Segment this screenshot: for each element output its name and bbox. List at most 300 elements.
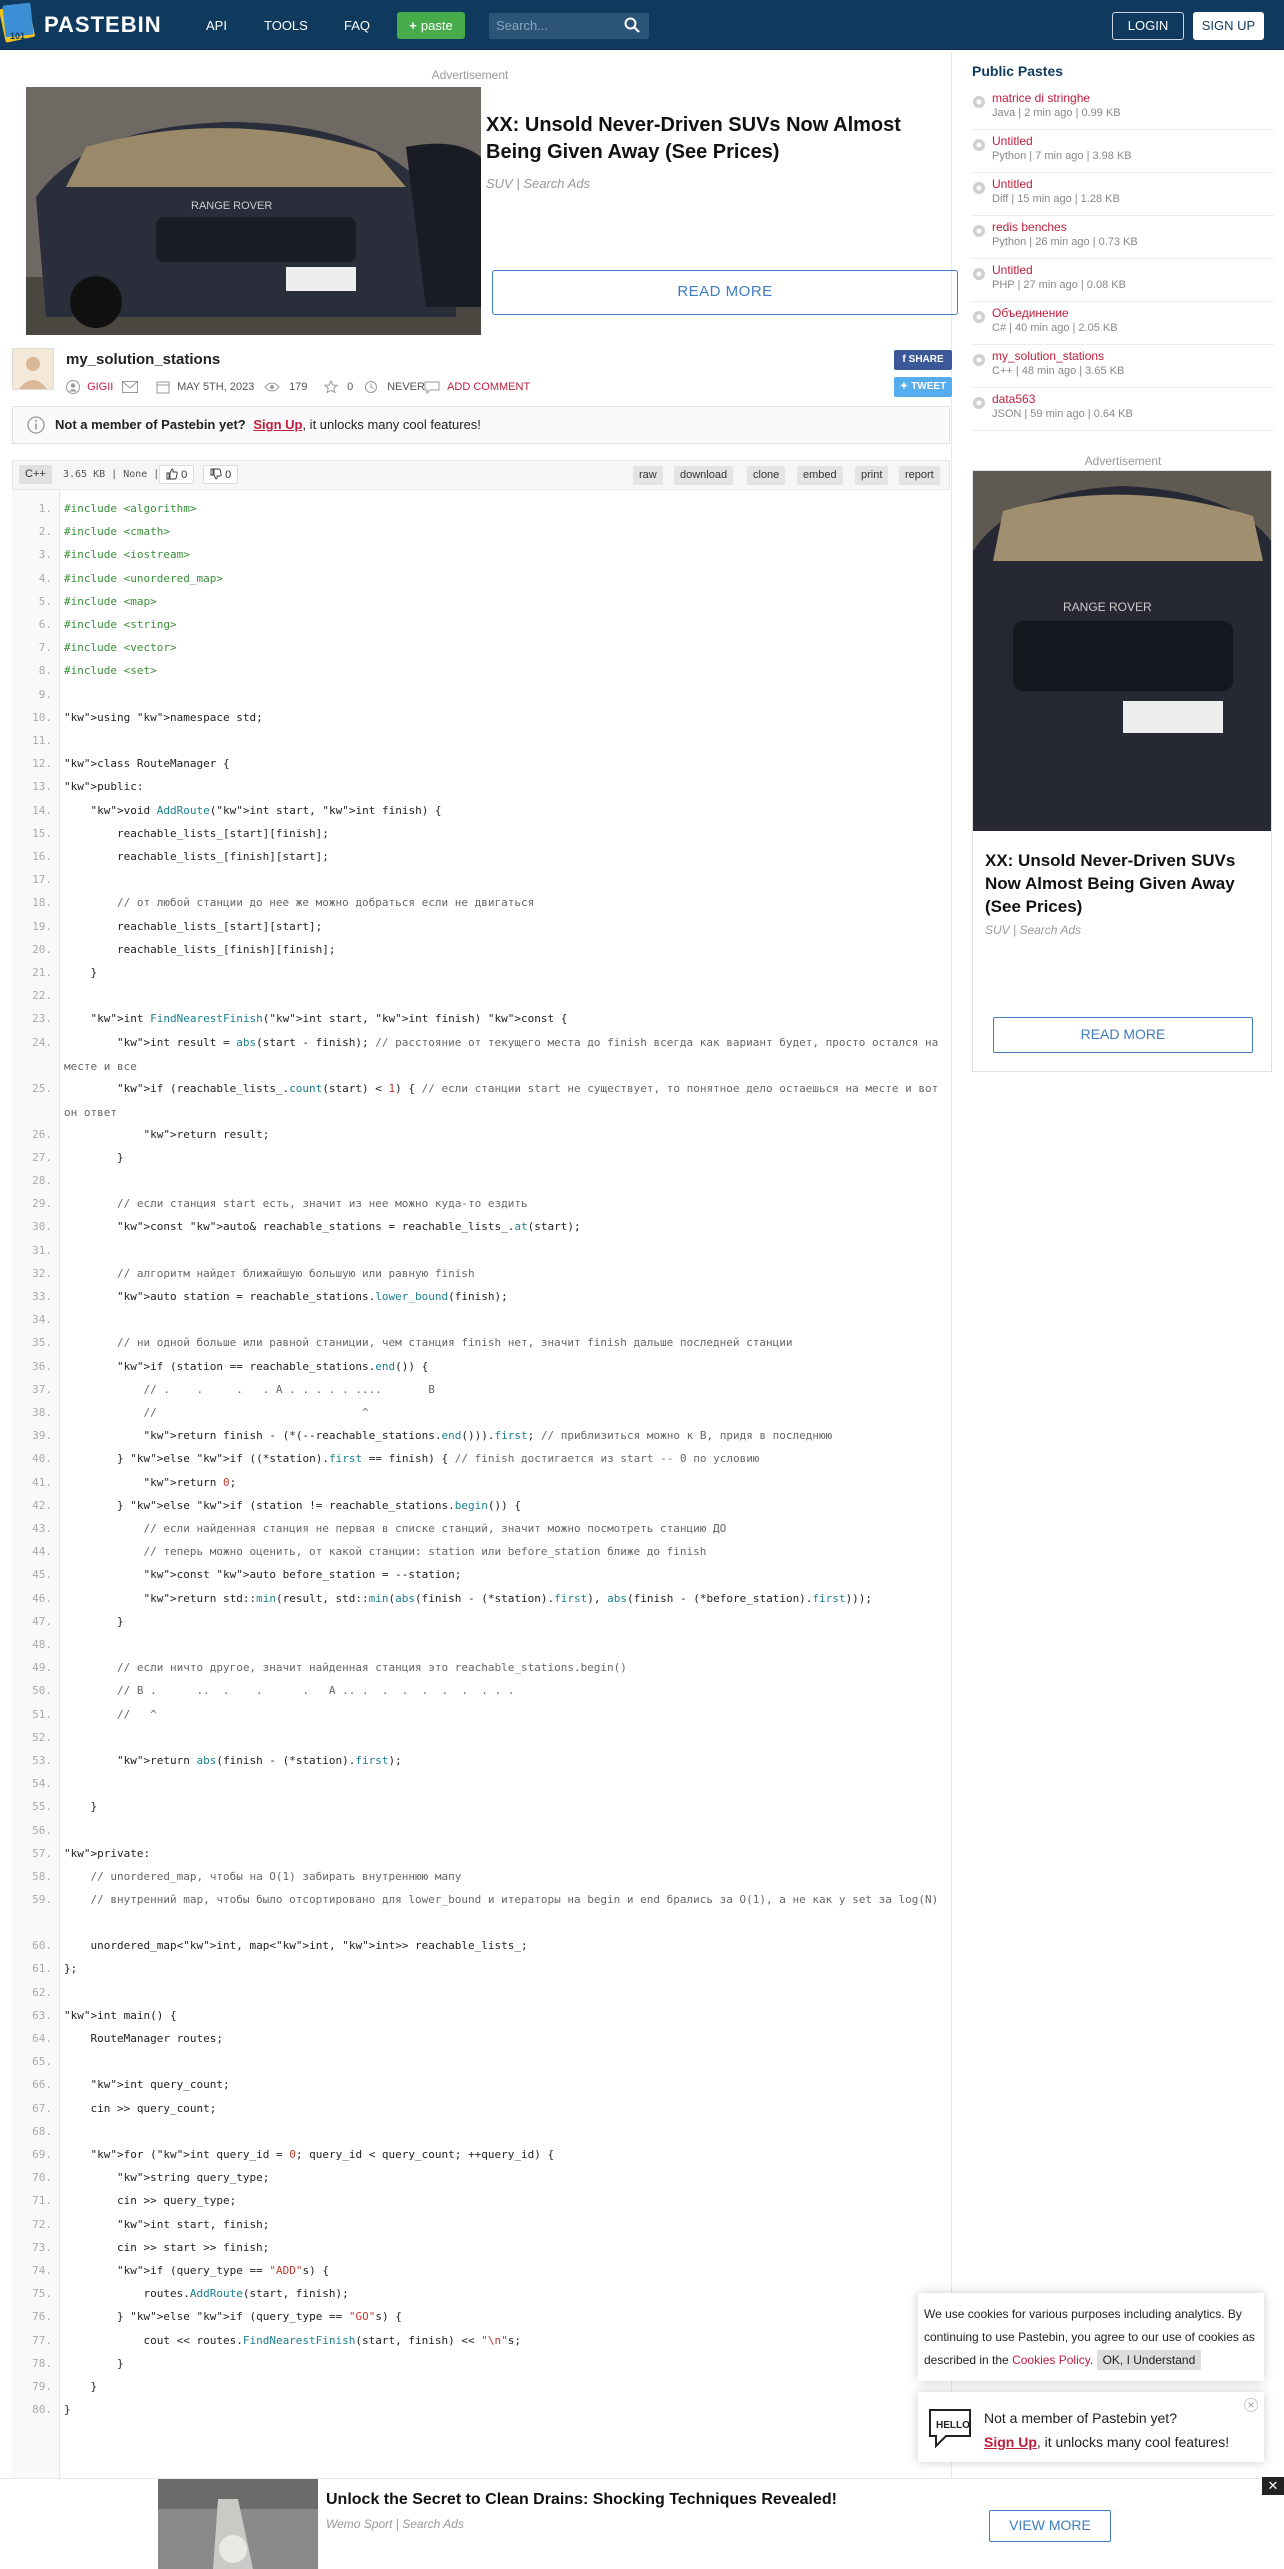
sidebar xyxy=(972,52,1274,1042)
views-meta xyxy=(264,379,307,395)
line-number: 52. xyxy=(32,1730,52,1744)
code-line xyxy=(12,1726,950,1749)
code-text: cin >> start >> finish; xyxy=(64,2240,270,2254)
line-number: 70. xyxy=(32,2171,52,2185)
twitter-tweet-button[interactable] xyxy=(894,377,952,397)
code-text: #include <cmath> xyxy=(64,525,170,539)
code-text: "kw">return std::min(result, std::min(abs(finish - (*station).first), abs(finish - (*before_station).first))); xyxy=(143,1591,873,1605)
code-line xyxy=(12,845,950,868)
line-number: 61. xyxy=(32,1962,52,1976)
plus-icon: + xyxy=(409,18,417,33)
public-paste-name[interactable]: Untitled xyxy=(992,134,1033,148)
bottom-ad-image[interactable] xyxy=(158,2479,318,2569)
line-number: 66. xyxy=(32,2078,52,2092)
code-text: #include <unordered_map> xyxy=(64,571,223,585)
code-line xyxy=(12,1957,950,1980)
expiry-value: NEVER xyxy=(387,381,425,393)
author-meta xyxy=(66,379,138,395)
line-number: 32. xyxy=(32,1266,52,1280)
line-number: 46. xyxy=(32,1591,52,1605)
code-line xyxy=(12,1355,950,1378)
line-number: 80. xyxy=(32,2403,52,2417)
line-number: 27. xyxy=(32,1150,52,1164)
line-number: 45. xyxy=(32,1568,52,1582)
line-number: 11. xyxy=(32,734,52,747)
report-button[interactable]: report xyxy=(899,466,940,485)
line-number: 2. xyxy=(38,525,52,539)
line-number: 57. xyxy=(32,1846,52,1860)
comment-icon xyxy=(424,381,440,394)
clone-button[interactable]: clone xyxy=(747,466,785,485)
code-text: "kw">return 0; xyxy=(143,1475,237,1489)
code-line xyxy=(12,1610,950,1633)
code-line xyxy=(12,1471,950,1494)
code-text: // ^ xyxy=(116,1707,157,1721)
line-number: 7. xyxy=(38,641,52,655)
code-text: reachable_lists_[start][start]; xyxy=(64,919,323,933)
line-number: 38. xyxy=(32,1406,52,1419)
code-line xyxy=(12,938,950,961)
code-text: } "kw">else "kw">if (query_type == "GO"s) { xyxy=(64,2310,402,2324)
code-line xyxy=(12,683,950,706)
code-line xyxy=(12,1934,950,1957)
line-number: 58. xyxy=(32,1870,52,1883)
avatar[interactable] xyxy=(12,348,54,390)
code-text: "kw">private: xyxy=(64,1846,151,1860)
info-icon xyxy=(27,416,45,434)
code-line xyxy=(12,1123,950,1146)
code-line xyxy=(12,2073,950,2096)
ad-title[interactable]: XX: Unsold Never-Driven SUVs Now Almost Being Given Away (See Prices) xyxy=(486,114,901,163)
code-line xyxy=(12,799,950,822)
cookie-accept-button[interactable]: OK, I Understand xyxy=(1097,2350,1202,2370)
side-ad-title[interactable]: XX: Unsold Never-Driven SUVs Now Almost Being Given Away (See Prices) xyxy=(985,851,1236,916)
pastebin-logo-icon[interactable] xyxy=(0,0,36,44)
code-line xyxy=(12,1169,950,1192)
side-ad-read-more-button[interactable]: READ MORE xyxy=(993,1017,1253,1053)
bottom-ad-view-more-button[interactable]: VIEW MORE xyxy=(989,2510,1111,2542)
mail-icon[interactable] xyxy=(122,381,138,393)
line-number: 18. xyxy=(32,896,52,910)
code-line xyxy=(12,1865,950,1888)
cookie-text: We use cookies for various purposes including analytics. By continuing to use Pastebin, you agree to our use of cookies as described in the xyxy=(924,2307,1255,2367)
code-line xyxy=(12,1424,950,1447)
line-number: 24. xyxy=(32,1035,52,1049)
public-paste-item[interactable] xyxy=(972,305,1274,345)
line-number: 20. xyxy=(32,942,52,956)
line-number: 75. xyxy=(32,2287,52,2301)
svg-text:RANGE ROVER: RANGE ROVER xyxy=(191,200,273,212)
nav-tools[interactable]: TOOLS xyxy=(264,18,308,33)
facebook-icon: f xyxy=(902,354,906,365)
calendar-icon xyxy=(156,380,170,394)
dislike-count: 0 xyxy=(225,469,232,481)
code-line xyxy=(12,1239,950,1262)
code-line xyxy=(12,775,950,798)
ad-image[interactable] xyxy=(26,87,481,335)
code-text: // unordered_map, чтобы на O(1) забирать внутреннюю мапу xyxy=(90,1870,462,1883)
code-line xyxy=(12,497,950,520)
star-icon[interactable] xyxy=(324,380,338,394)
line-number: 72. xyxy=(32,2217,52,2231)
cookie-after: . xyxy=(1089,2353,1094,2367)
code-block[interactable] xyxy=(12,490,950,2522)
line-number: 54. xyxy=(32,1777,52,1791)
signup-button[interactable]: SIGN UP xyxy=(1193,12,1264,40)
code-line xyxy=(12,1540,950,1563)
code-text: "kw">public: xyxy=(64,780,144,794)
line-number: 73. xyxy=(32,2240,52,2254)
line-number: 63. xyxy=(32,2008,52,2022)
code-line xyxy=(12,567,950,590)
member-popup-rest: , it unlocks many cool features! xyxy=(1036,2434,1230,2450)
line-number: 76. xyxy=(32,2310,52,2324)
print-button[interactable]: print xyxy=(855,466,888,485)
comment-meta xyxy=(424,379,530,395)
line-number: 30. xyxy=(32,1220,52,1234)
dislike-button[interactable] xyxy=(203,465,238,484)
code-text: } xyxy=(64,2403,71,2417)
cookies-policy-link[interactable]: Cookies Policy xyxy=(1012,2353,1090,2367)
facebook-share-button[interactable] xyxy=(894,350,952,370)
code-text: cout << routes.FindNearestFinish(start, finish) << "\n"s; xyxy=(64,2333,522,2347)
member-popup-line1: Not a member of Pastebin yet? xyxy=(984,2410,1177,2426)
code-text: // если станция start есть, значит из нее можно куда-то ездить xyxy=(116,1197,528,1211)
code-line xyxy=(12,1517,950,1540)
line-number: 16. xyxy=(32,850,52,863)
raw-button[interactable]: raw xyxy=(633,466,663,485)
embed-button[interactable]: embed xyxy=(797,466,843,485)
close-icon[interactable]: × xyxy=(1244,2398,1258,2412)
line-number: 29. xyxy=(32,1197,52,1211)
line-number: 56. xyxy=(32,1823,52,1837)
code-line xyxy=(12,1192,950,1215)
code-line xyxy=(12,2143,950,2166)
side-ad-source: SUV | Search Ads xyxy=(985,923,1082,937)
code-text: #include <algorithm> xyxy=(64,502,197,515)
code-line xyxy=(12,2236,950,2259)
public-paste-name[interactable]: matrice di stringhe xyxy=(992,91,1091,105)
line-number: 12. xyxy=(32,757,52,771)
code-text: // ни одной больше или равной станиции, чем станция finish нет, значит finish дальше последней станции xyxy=(116,1336,793,1350)
code-text: reachable_lists_[finish][finish]; xyxy=(64,942,336,956)
code-line xyxy=(12,1447,950,1470)
line-number: 67. xyxy=(32,2101,52,2115)
code-text: "kw">auto station = reachable_stations.lower_bound(finish); xyxy=(116,1290,508,1303)
paste-date: MAY 5TH, 2023 xyxy=(177,381,255,393)
line-number: 9. xyxy=(38,687,52,701)
paste-title: my_solution_stations xyxy=(66,351,221,368)
code-line xyxy=(12,1563,950,1586)
line-number: 17. xyxy=(32,873,52,887)
code-line xyxy=(12,891,950,914)
public-paste-item[interactable] xyxy=(972,348,1274,388)
line-number: 21. xyxy=(32,966,52,979)
code-line xyxy=(12,1146,950,1169)
public-paste-item[interactable] xyxy=(972,90,1274,130)
user-icon xyxy=(66,380,80,394)
code-line xyxy=(12,1262,950,1285)
paste-button-label: paste xyxy=(420,18,453,33)
public-paste-meta: Diff | 15 min ago | 1.28 KB xyxy=(992,193,1120,205)
code-text: // если ничто другое, значит найденная станция это reachable_stations.begin() xyxy=(116,1661,627,1675)
search-icon[interactable] xyxy=(624,17,640,33)
line-number: 39. xyxy=(32,1429,52,1443)
paste-globe-icon xyxy=(972,267,986,281)
line-number: 1. xyxy=(38,502,52,515)
public-paste-item[interactable] xyxy=(972,391,1274,431)
code-line xyxy=(12,2004,950,2027)
nav-faq[interactable]: FAQ xyxy=(344,18,371,33)
line-number: 77. xyxy=(32,2333,52,2347)
ad-label: Advertisement xyxy=(431,68,509,82)
code-line xyxy=(12,613,950,636)
line-number: 41. xyxy=(32,1475,52,1489)
code-text: reachable_lists_[finish][start]; xyxy=(64,850,329,863)
add-comment-link[interactable]: ADD COMMENT xyxy=(447,381,531,393)
code-text: // теперь можно оценить, от какой станции: station или before_station ближе до finish xyxy=(143,1545,707,1559)
code-line xyxy=(12,1031,950,1077)
side-ad[interactable] xyxy=(972,470,1272,1072)
code-text: // ^ xyxy=(143,1406,369,1419)
login-button[interactable]: LOGIN xyxy=(1112,12,1184,40)
eye-icon xyxy=(264,381,280,393)
line-number: 51. xyxy=(32,1707,52,1721)
bottom-ad xyxy=(0,2478,1284,2568)
cookie-notice xyxy=(918,2293,1264,2381)
date-meta xyxy=(156,379,254,395)
public-paste-name[interactable]: data563 xyxy=(992,392,1036,406)
paste-globe-icon xyxy=(972,310,986,324)
line-number: 10. xyxy=(32,710,52,724)
public-paste-meta: JSON | 59 min ago | 0.64 KB xyxy=(992,408,1133,420)
code-line xyxy=(12,1215,950,1238)
thumbs-down-icon xyxy=(210,468,222,480)
public-paste-name[interactable]: Untitled xyxy=(992,177,1033,191)
twitter-icon: ✦ xyxy=(899,381,909,392)
code-toolbar xyxy=(12,460,950,490)
code-line xyxy=(12,2305,950,2328)
public-paste-item[interactable] xyxy=(972,219,1274,259)
line-number: 62. xyxy=(32,1985,52,1999)
code-text: cin >> query_count; xyxy=(64,2101,217,2115)
line-number: 78. xyxy=(32,2356,52,2370)
line-number: 14. xyxy=(32,803,52,817)
like-count: 0 xyxy=(181,469,188,481)
code-line xyxy=(12,1378,950,1401)
member-popup xyxy=(918,2392,1264,2462)
code-line xyxy=(12,1703,950,1726)
line-number: 36. xyxy=(32,1359,52,1373)
code-text: #include <vector> xyxy=(64,641,177,655)
line-number: 65. xyxy=(32,2055,52,2069)
paste-info: 3.65 KB | None | xyxy=(63,469,160,480)
code-text: // B . .. . . . A .. . . . . . . . . . xyxy=(116,1684,515,1698)
code-line xyxy=(12,1401,950,1424)
view-count: 179 xyxy=(289,381,308,393)
language-badge[interactable]: C++ xyxy=(19,465,52,484)
code-line xyxy=(12,2398,950,2421)
stars-meta xyxy=(324,379,353,395)
code-text: // . . . . A . . . . . .... B xyxy=(143,1382,435,1396)
code-line xyxy=(12,1842,950,1865)
public-paste-meta: Python | 26 min ago | 0.73 KB xyxy=(992,236,1138,248)
close-icon[interactable]: ✕ xyxy=(1262,2477,1284,2495)
code-text: } xyxy=(64,966,98,979)
code-line xyxy=(12,706,950,729)
code-text: "kw">return abs(finish - (*station).first); xyxy=(116,1754,402,1767)
code-text: #include <string> xyxy=(64,618,177,631)
line-number: 59. xyxy=(32,1893,52,1907)
svg-text:101: 101 xyxy=(10,31,26,41)
hello-icon xyxy=(924,2406,976,2448)
code-text: "kw">return finish - (*(--reachable_stations.end())).first; // приблизиться можно к B, придя в последнюю xyxy=(143,1429,833,1443)
line-number: 43. xyxy=(32,1522,52,1535)
code-text: } xyxy=(64,1800,98,1814)
code-text: RouteManager routes; xyxy=(64,2032,223,2045)
paste-globe-icon xyxy=(972,224,986,238)
code-line xyxy=(12,961,950,984)
code-line xyxy=(12,520,950,543)
code-text: "kw">void AddRoute("kw">int start, "kw">int finish) { xyxy=(90,803,442,817)
line-number: 8. xyxy=(38,664,52,678)
code-text: "kw">int result = abs(start - finish); // расстояние от текущего места до finish всегда как вариант будет, просто остался на месте и все xyxy=(64,1035,945,1073)
code-text: // алгоритм найдет ближайшую большую или равную finish xyxy=(116,1266,475,1280)
code-text: }; xyxy=(64,1962,78,1976)
code-text: } xyxy=(64,1614,124,1628)
line-number: 48. xyxy=(32,1638,52,1651)
code-line xyxy=(12,1331,950,1354)
side-ad-image[interactable] xyxy=(973,471,1271,831)
code-line xyxy=(12,1077,950,1123)
line-number: 33. xyxy=(32,1290,52,1303)
like-button[interactable] xyxy=(159,465,194,484)
line-number: 40. xyxy=(32,1452,52,1466)
public-paste-item[interactable] xyxy=(972,176,1274,216)
code-line xyxy=(12,2166,950,2189)
code-text: "kw">int FindNearestFinish("kw">int start, "kw">int finish) "kw">const { xyxy=(90,1012,568,1026)
code-text: } "kw">else "kw">if ((*station).first == finish) { // finish достигается из start -- 0 по условию xyxy=(64,1452,760,1466)
line-number: 13. xyxy=(32,780,52,794)
line-number: 23. xyxy=(32,1012,52,1026)
code-line xyxy=(12,729,950,752)
code-text: "kw">if (query_type == "ADD"s) { xyxy=(116,2264,329,2277)
code-line xyxy=(12,590,950,613)
code-line xyxy=(12,2329,950,2352)
public-paste-name[interactable]: redis benches xyxy=(992,220,1067,234)
public-paste-meta: Java | 2 min ago | 0.99 KB xyxy=(992,107,1121,119)
code-line xyxy=(12,1819,950,1842)
paste-globe-icon xyxy=(972,138,986,152)
public-paste-item[interactable] xyxy=(972,262,1274,302)
code-line xyxy=(12,1633,950,1656)
paste-globe-icon xyxy=(972,353,986,367)
code-line xyxy=(12,2050,950,2073)
author-link[interactable]: GIGII xyxy=(87,381,114,393)
notice-bold: Not a member of Pastebin yet? xyxy=(55,417,246,432)
code-text: // если найденная станция не первая в списке станций, значит можно посмотреть станцию ДО xyxy=(143,1522,727,1535)
code-text: } xyxy=(64,2380,98,2393)
code-text: "kw">if (reachable_lists_.count(start) < 1) { // если станции start не существует, то понятное дело остаешься на месте и вот он ответ xyxy=(64,1081,945,1119)
line-number: 25. xyxy=(32,1081,52,1095)
line-number: 74. xyxy=(32,2264,52,2277)
code-line xyxy=(12,868,950,891)
code-text: routes.AddRoute(start, finish); xyxy=(64,2287,349,2301)
side-ad-label: Advertisement xyxy=(1084,454,1162,468)
line-number: 44. xyxy=(32,1545,52,1559)
thumbs-up-icon xyxy=(166,468,178,480)
expiry-icon xyxy=(364,380,378,394)
public-paste-meta: C++ | 48 min ago | 3.65 KB xyxy=(992,365,1125,377)
line-number: 47. xyxy=(32,1614,52,1628)
notice-signup-link[interactable]: Sign Up xyxy=(253,417,303,432)
code-text: } xyxy=(64,1150,124,1164)
code-line xyxy=(12,2375,950,2398)
code-line xyxy=(12,1772,950,1795)
search-input[interactable]: Search... xyxy=(489,13,649,39)
code-text: unordered_map<"kw">int, map<"kw">int, "kw">int>> reachable_lists_; xyxy=(64,1939,528,1953)
bottom-ad-source: Wemo Sport | Search Ads xyxy=(326,2517,464,2531)
public-paste-item[interactable] xyxy=(972,133,1274,173)
new-paste-button[interactable] xyxy=(397,12,465,39)
line-number: 42. xyxy=(32,1498,52,1512)
public-paste-name[interactable]: Untitled xyxy=(992,263,1033,277)
code-text: } "kw">else "kw">if (station != reachable_stations.begin()) { xyxy=(64,1498,522,1512)
line-number: 60. xyxy=(32,1939,52,1953)
code-line xyxy=(12,2352,950,2375)
line-number: 19. xyxy=(32,919,52,933)
code-line xyxy=(12,543,950,566)
member-popup-signup-link[interactable]: Sign Up xyxy=(984,2434,1037,2450)
download-button[interactable]: download xyxy=(674,466,733,485)
logo-text[interactable]: PASTEBIN xyxy=(44,12,162,37)
ad-read-more-button[interactable]: READ MORE xyxy=(492,270,958,315)
public-pastes-title: Public Pastes xyxy=(972,63,1064,79)
line-number: 50. xyxy=(32,1684,52,1698)
code-line xyxy=(12,2120,950,2143)
code-line xyxy=(12,659,950,682)
line-number: 37. xyxy=(32,1382,52,1396)
public-paste-meta: PHP | 27 min ago | 0.08 KB xyxy=(992,279,1126,291)
public-paste-name[interactable]: Объединение xyxy=(992,306,1069,320)
code-text: "kw">return result; xyxy=(143,1127,270,1141)
line-number: 55. xyxy=(32,1800,52,1814)
expiry-meta xyxy=(364,379,425,395)
member-popup-text xyxy=(984,2406,1229,2454)
code-line xyxy=(12,984,950,1007)
code-text: #include <map> xyxy=(64,594,157,608)
code-line xyxy=(12,636,950,659)
code-text: "kw">class RouteManager { xyxy=(64,757,230,771)
paste-globe-icon xyxy=(972,181,986,195)
code-text: #include <set> xyxy=(64,664,157,678)
nav-api[interactable]: API xyxy=(206,18,227,33)
line-number: 64. xyxy=(32,2032,52,2045)
line-number: 22. xyxy=(32,989,52,1003)
bottom-ad-title[interactable]: Unlock the Secret to Clean Drains: Shocking Techniques Revealed! xyxy=(326,2491,837,2508)
code-line xyxy=(12,1285,950,1308)
line-number: 71. xyxy=(32,2194,52,2208)
code-line xyxy=(12,915,950,938)
code-text: "kw">int query_count; xyxy=(90,2078,230,2092)
public-paste-name[interactable]: my_solution_stations xyxy=(992,349,1105,363)
code-text: "kw">const "kw">auto before_station = --station; xyxy=(143,1568,462,1582)
code-line xyxy=(12,1795,950,1818)
code-text: "kw">const "kw">auto& reachable_stations = reachable_lists_.at(start); xyxy=(116,1220,581,1234)
line-number: 68. xyxy=(32,2124,52,2138)
share-label: SHARE xyxy=(908,354,944,365)
line-number: 28. xyxy=(32,1174,52,1187)
